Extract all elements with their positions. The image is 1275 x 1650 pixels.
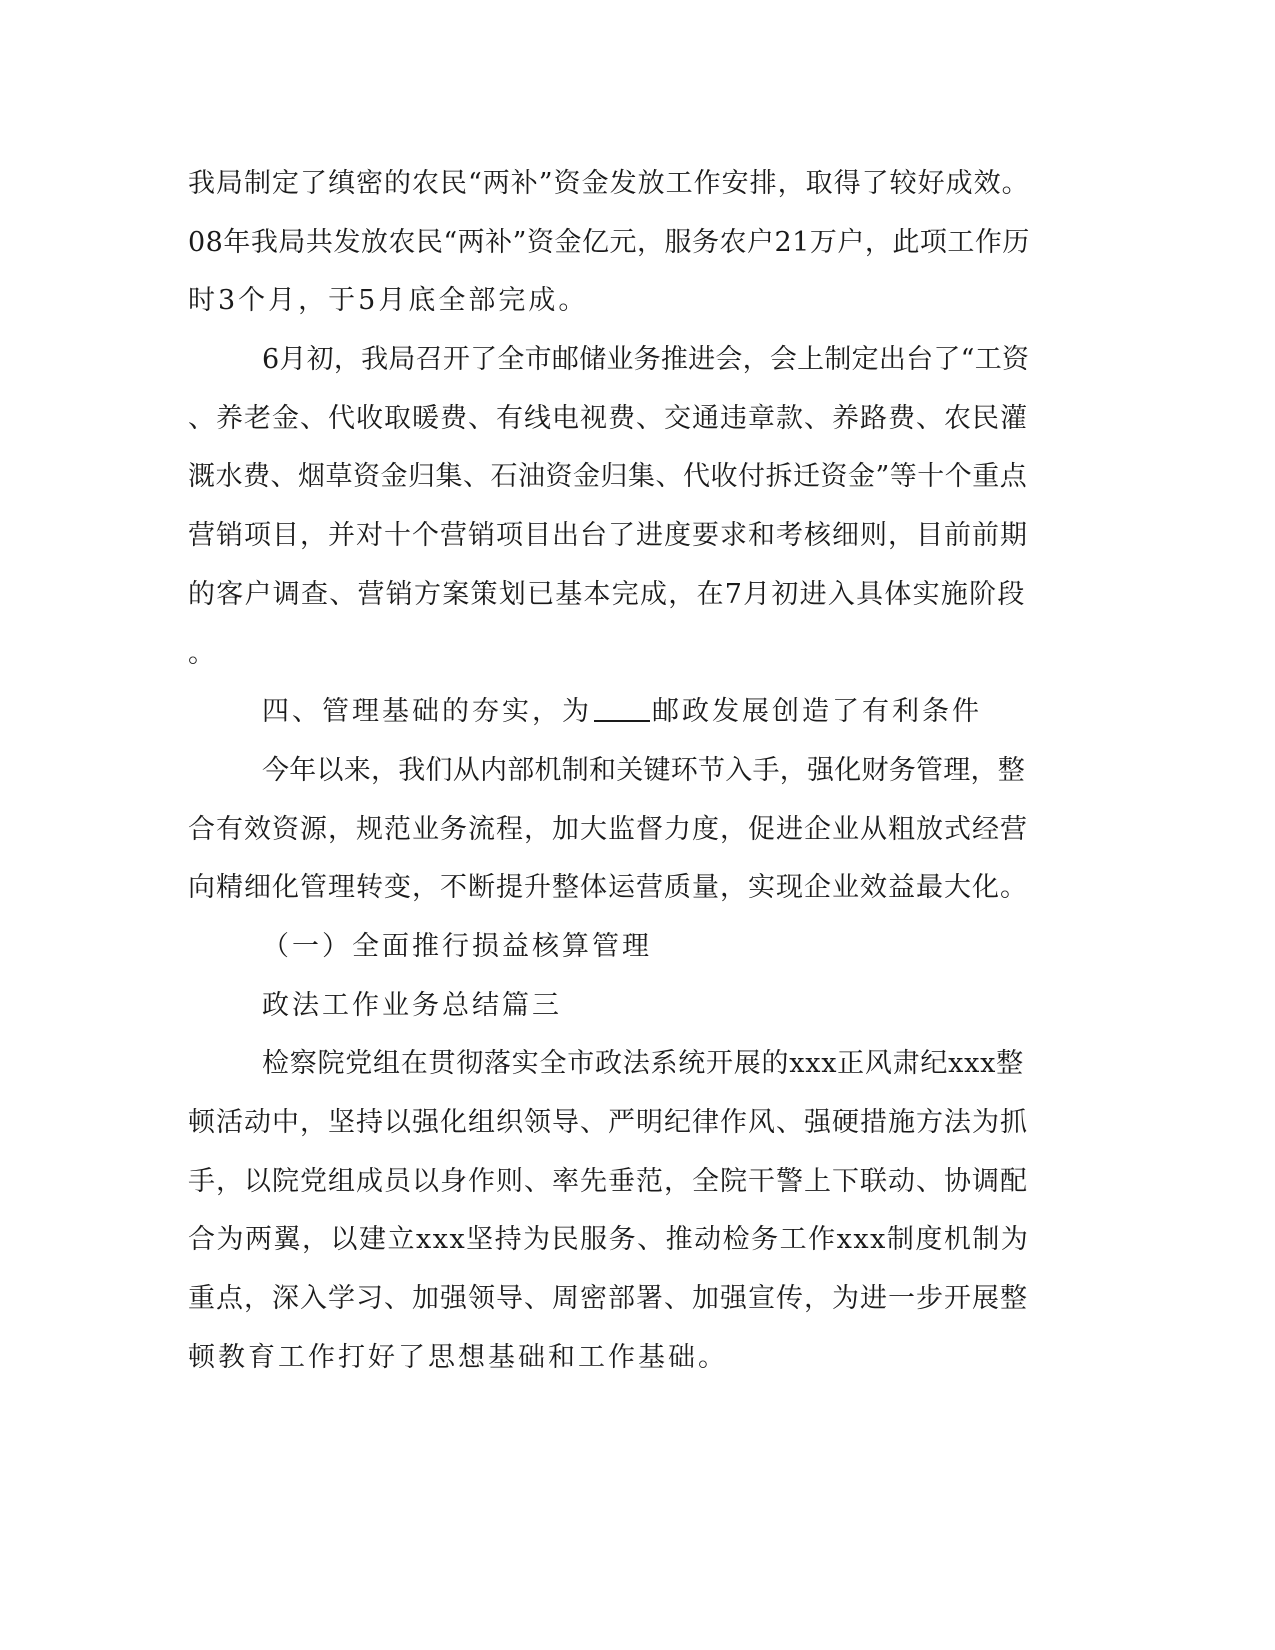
paragraph-line: 08年我局共发放农民“两补”资金亿元，服务农户21万户，此项工作历 — [188, 227, 1030, 258]
section-heading — [262, 694, 982, 730]
paragraph-line: 我局制定了缜密的农民“两补”资金发放工作安排，取得了较好成效。 — [188, 168, 1030, 199]
paragraph-line: 合为两翼，以建立xxx坚持为民服务、推动检务工作xxx制度机制为 — [188, 1224, 1030, 1255]
heading-text-before-blank: 四、管理基础的夯实，为 — [262, 696, 592, 727]
paragraph-line: 。 — [188, 638, 218, 669]
fill-in-blank — [594, 696, 650, 722]
paragraph-line: 、养老金、代收取暖费、有线电视费、交通违章款、养路费、农民灌 — [188, 403, 1028, 434]
subsection-heading: （一）全面推行损益核算管理 — [262, 931, 652, 962]
paragraph-line: 向精细化管理转变，不断提升整体运营质量，实现企业效益最大化。 — [188, 872, 1028, 903]
paragraph-line: 重点，深入学习、加强领导、周密部署、加强宣传，为进一步开展整 — [188, 1283, 1028, 1314]
heading-text-after-blank: 邮政发展创造了有利条件 — [652, 696, 982, 727]
paragraph-line: 检察院党组在贯彻落实全市政法系统开展的xxx正风肃纪xxx整 — [262, 1048, 1024, 1079]
paragraph-line: 溉水费、烟草资金归集、石油资金归集、代收付拆迁资金”等十个重点 — [188, 461, 1028, 492]
paragraph-line: 的客户调查、营销方案策划已基本完成，在7月初进入具体实施阶段 — [188, 579, 1026, 610]
paragraph-line: 今年以来，我们从内部机制和关键环节入手，强化财务管理，整 — [262, 755, 1025, 786]
paragraph-line: 合有效资源，规范业务流程，加大监督力度，促进企业从粗放式经营 — [188, 814, 1028, 845]
paragraph-line: 6月初，我局召开了全市邮储业务推进会，会上制定出台了“工资 — [262, 344, 1030, 375]
paragraph-line: 手，以院党组成员以身作则、率先垂范，全院干警上下联动、协调配 — [188, 1166, 1028, 1197]
paragraph-line: 顿活动中，坚持以强化组织领导、严明纪律作风、强硬措施方法为抓 — [188, 1107, 1028, 1138]
paragraph-line: 时3个月，于5月底全部完成。 — [188, 285, 589, 316]
article-title: 政法工作业务总结篇三 — [262, 990, 562, 1021]
paragraph-line: 营销项目，并对十个营销项目出台了进度要求和考核细则，目前前期 — [188, 520, 1028, 551]
paragraph-line: 顿教育工作打好了思想基础和工作基础。 — [188, 1342, 728, 1373]
